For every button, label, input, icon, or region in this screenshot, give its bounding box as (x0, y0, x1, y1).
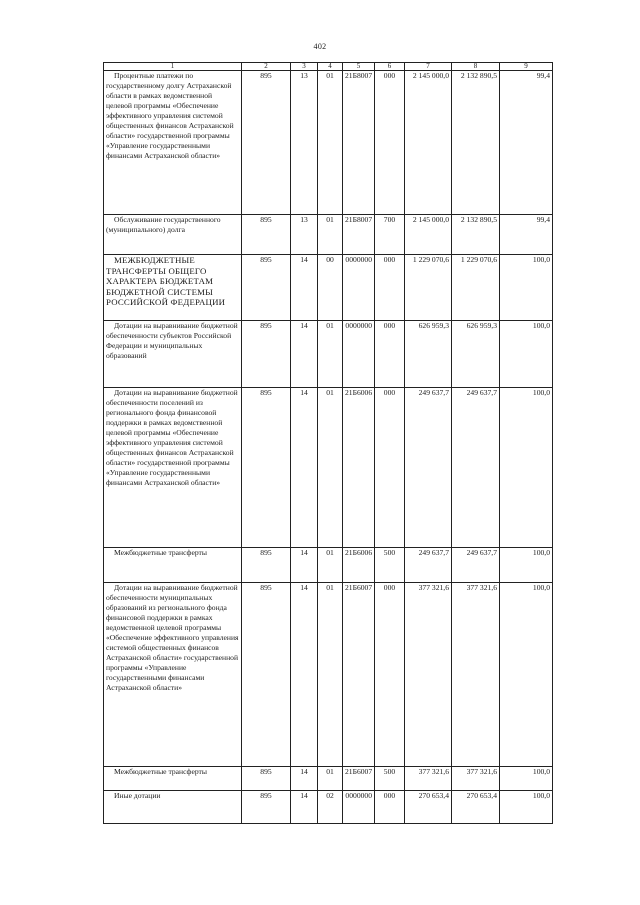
row-name-cell (104, 255, 242, 321)
cell-c2: 895 (242, 548, 291, 583)
cell-c3: 14 (291, 321, 318, 388)
cell-c6: 500 (375, 767, 405, 791)
table-row (104, 791, 553, 824)
table-row (104, 583, 553, 767)
column-header: 2 (242, 63, 291, 71)
cell-c2: 895 (242, 321, 291, 388)
cell-c8: 2 132 890,5 (452, 71, 500, 215)
cell-c6: 000 (375, 255, 405, 321)
cell-c5: 21Б6006 (343, 388, 375, 548)
column-header: 8 (452, 63, 500, 71)
column-header: 3 (291, 63, 318, 71)
column-header: 1 (104, 63, 242, 71)
cell-c3: 14 (291, 767, 318, 791)
table-body (104, 71, 553, 824)
row-name: Дотации на выравнивание бюджетной обеспеченности поселений из регионального фонда финансовой поддержки в рамках ведомственной целевой программы «Обеспечение эффективного управления системой общественных финансов Астраханской области» государственной программы «Управление государственными финансами Астраханской области» (106, 388, 238, 487)
row-name: Процентные платежи по государственному долгу Астраханской области в рамках ведомственной целевой программы «Обеспечение эффективного управления системой общественных финансов Астраханской области» государственной программы «Управление государственными финансами Астраханской области» (106, 71, 234, 160)
cell-c3: 14 (291, 583, 318, 767)
cell-c9: 99,4 (500, 215, 553, 255)
cell-c4: 02 (318, 791, 343, 824)
cell-c7: 377 321,6 (405, 767, 452, 791)
cell-c4: 00 (318, 255, 343, 321)
table-row (104, 215, 553, 255)
cell-c2: 895 (242, 255, 291, 321)
row-name-cell (104, 767, 242, 791)
cell-c6: 000 (375, 388, 405, 548)
cell-c8: 2 132 890,5 (452, 215, 500, 255)
cell-c3: 14 (291, 255, 318, 321)
column-header: 7 (405, 63, 452, 71)
cell-c3: 14 (291, 548, 318, 583)
cell-c8: 377 321,6 (452, 583, 500, 767)
cell-c7: 2 145 000,0 (405, 215, 452, 255)
column-header: 6 (375, 63, 405, 71)
column-header: 9 (500, 63, 553, 71)
cell-c5: 21Б6007 (343, 583, 375, 767)
cell-c8: 626 959,3 (452, 321, 500, 388)
cell-c5: 21Б6006 (343, 548, 375, 583)
table-row (104, 71, 553, 215)
cell-c7: 1 229 070,6 (405, 255, 452, 321)
cell-c7: 626 959,3 (405, 321, 452, 388)
table-row (104, 255, 553, 321)
cell-c9: 100,0 (500, 388, 553, 548)
table-row (104, 388, 553, 548)
cell-c3: 13 (291, 215, 318, 255)
cell-c2: 895 (242, 791, 291, 824)
row-name-cell (104, 71, 242, 215)
row-name-cell (104, 388, 242, 548)
column-header: 4 (318, 63, 343, 71)
cell-c8: 249 637,7 (452, 388, 500, 548)
cell-c5: 0000000 (343, 791, 375, 824)
budget-table (103, 62, 553, 824)
row-name-cell (104, 583, 242, 767)
cell-c7: 377 321,6 (405, 583, 452, 767)
row-name: Иные дотации (114, 791, 161, 800)
row-name: Межбюджетные трансферты (114, 767, 207, 776)
cell-c5: 21Б8007 (343, 215, 375, 255)
cell-c7: 249 637,7 (405, 548, 452, 583)
cell-c9: 100,0 (500, 548, 553, 583)
column-header: 5 (343, 63, 375, 71)
row-name: Межбюджетные трансферты (114, 548, 207, 557)
table-row (104, 321, 553, 388)
cell-c2: 895 (242, 767, 291, 791)
cell-c9: 100,0 (500, 321, 553, 388)
cell-c3: 14 (291, 388, 318, 548)
cell-c9: 100,0 (500, 583, 553, 767)
cell-c7: 270 653,4 (405, 791, 452, 824)
cell-c2: 895 (242, 215, 291, 255)
row-name-cell (104, 215, 242, 255)
cell-c8: 377 321,6 (452, 767, 500, 791)
cell-c3: 14 (291, 791, 318, 824)
cell-c9: 100,0 (500, 791, 553, 824)
cell-c9: 99,4 (500, 71, 553, 215)
cell-c7: 2 145 000,0 (405, 71, 452, 215)
row-name: Дотации на выравнивание бюджетной обеспеченности субъектов Российской Федерации и муниципальных образований (106, 321, 238, 360)
cell-c7: 249 637,7 (405, 388, 452, 548)
cell-c5: 21Б8007 (343, 71, 375, 215)
row-name: Обслуживание государственного (муниципального) долга (106, 215, 221, 234)
cell-c8: 270 653,4 (452, 791, 500, 824)
row-name: МЕЖБЮДЖЕТНЫЕ ТРАНСФЕРТЫ ОБЩЕГО ХАРАКТЕРА БЮДЖЕТАМ БЮДЖЕТНОЙ СИСТЕМЫ РОССИЙСКОЙ ФЕДЕРАЦИИ (106, 255, 226, 307)
cell-c4: 01 (318, 583, 343, 767)
cell-c2: 895 (242, 388, 291, 548)
row-name-cell (104, 791, 242, 824)
cell-c6: 000 (375, 71, 405, 215)
cell-c6: 700 (375, 215, 405, 255)
row-name-cell (104, 321, 242, 388)
cell-c9: 100,0 (500, 767, 553, 791)
cell-c6: 500 (375, 548, 405, 583)
cell-c4: 01 (318, 71, 343, 215)
cell-c4: 01 (318, 548, 343, 583)
cell-c8: 1 229 070,6 (452, 255, 500, 321)
cell-c6: 000 (375, 583, 405, 767)
cell-c5: 0000000 (343, 321, 375, 388)
cell-c4: 01 (318, 321, 343, 388)
cell-c6: 000 (375, 791, 405, 824)
row-name-cell (104, 548, 242, 583)
table-row (104, 548, 553, 583)
column-number-row (104, 63, 553, 71)
cell-c5: 21Б6007 (343, 767, 375, 791)
page-number: 402 (313, 42, 327, 51)
cell-c4: 01 (318, 215, 343, 255)
cell-c6: 000 (375, 321, 405, 388)
cell-c4: 01 (318, 388, 343, 548)
cell-c3: 13 (291, 71, 318, 215)
row-name: Дотации на выравнивание бюджетной обеспеченности муниципальных образований из регионального фонда финансовой поддержки в рамках ведомственной целевой программы «Обеспечение эффективного управления системой общественных финансов Астраханской области» государственной программы «Управление государственными финансами Астраханской области» (106, 583, 239, 692)
cell-c2: 895 (242, 583, 291, 767)
cell-c4: 01 (318, 767, 343, 791)
cell-c9: 100,0 (500, 255, 553, 321)
table-row (104, 767, 553, 791)
cell-c2: 895 (242, 71, 291, 215)
cell-c5: 0000000 (343, 255, 375, 321)
cell-c8: 249 637,7 (452, 548, 500, 583)
